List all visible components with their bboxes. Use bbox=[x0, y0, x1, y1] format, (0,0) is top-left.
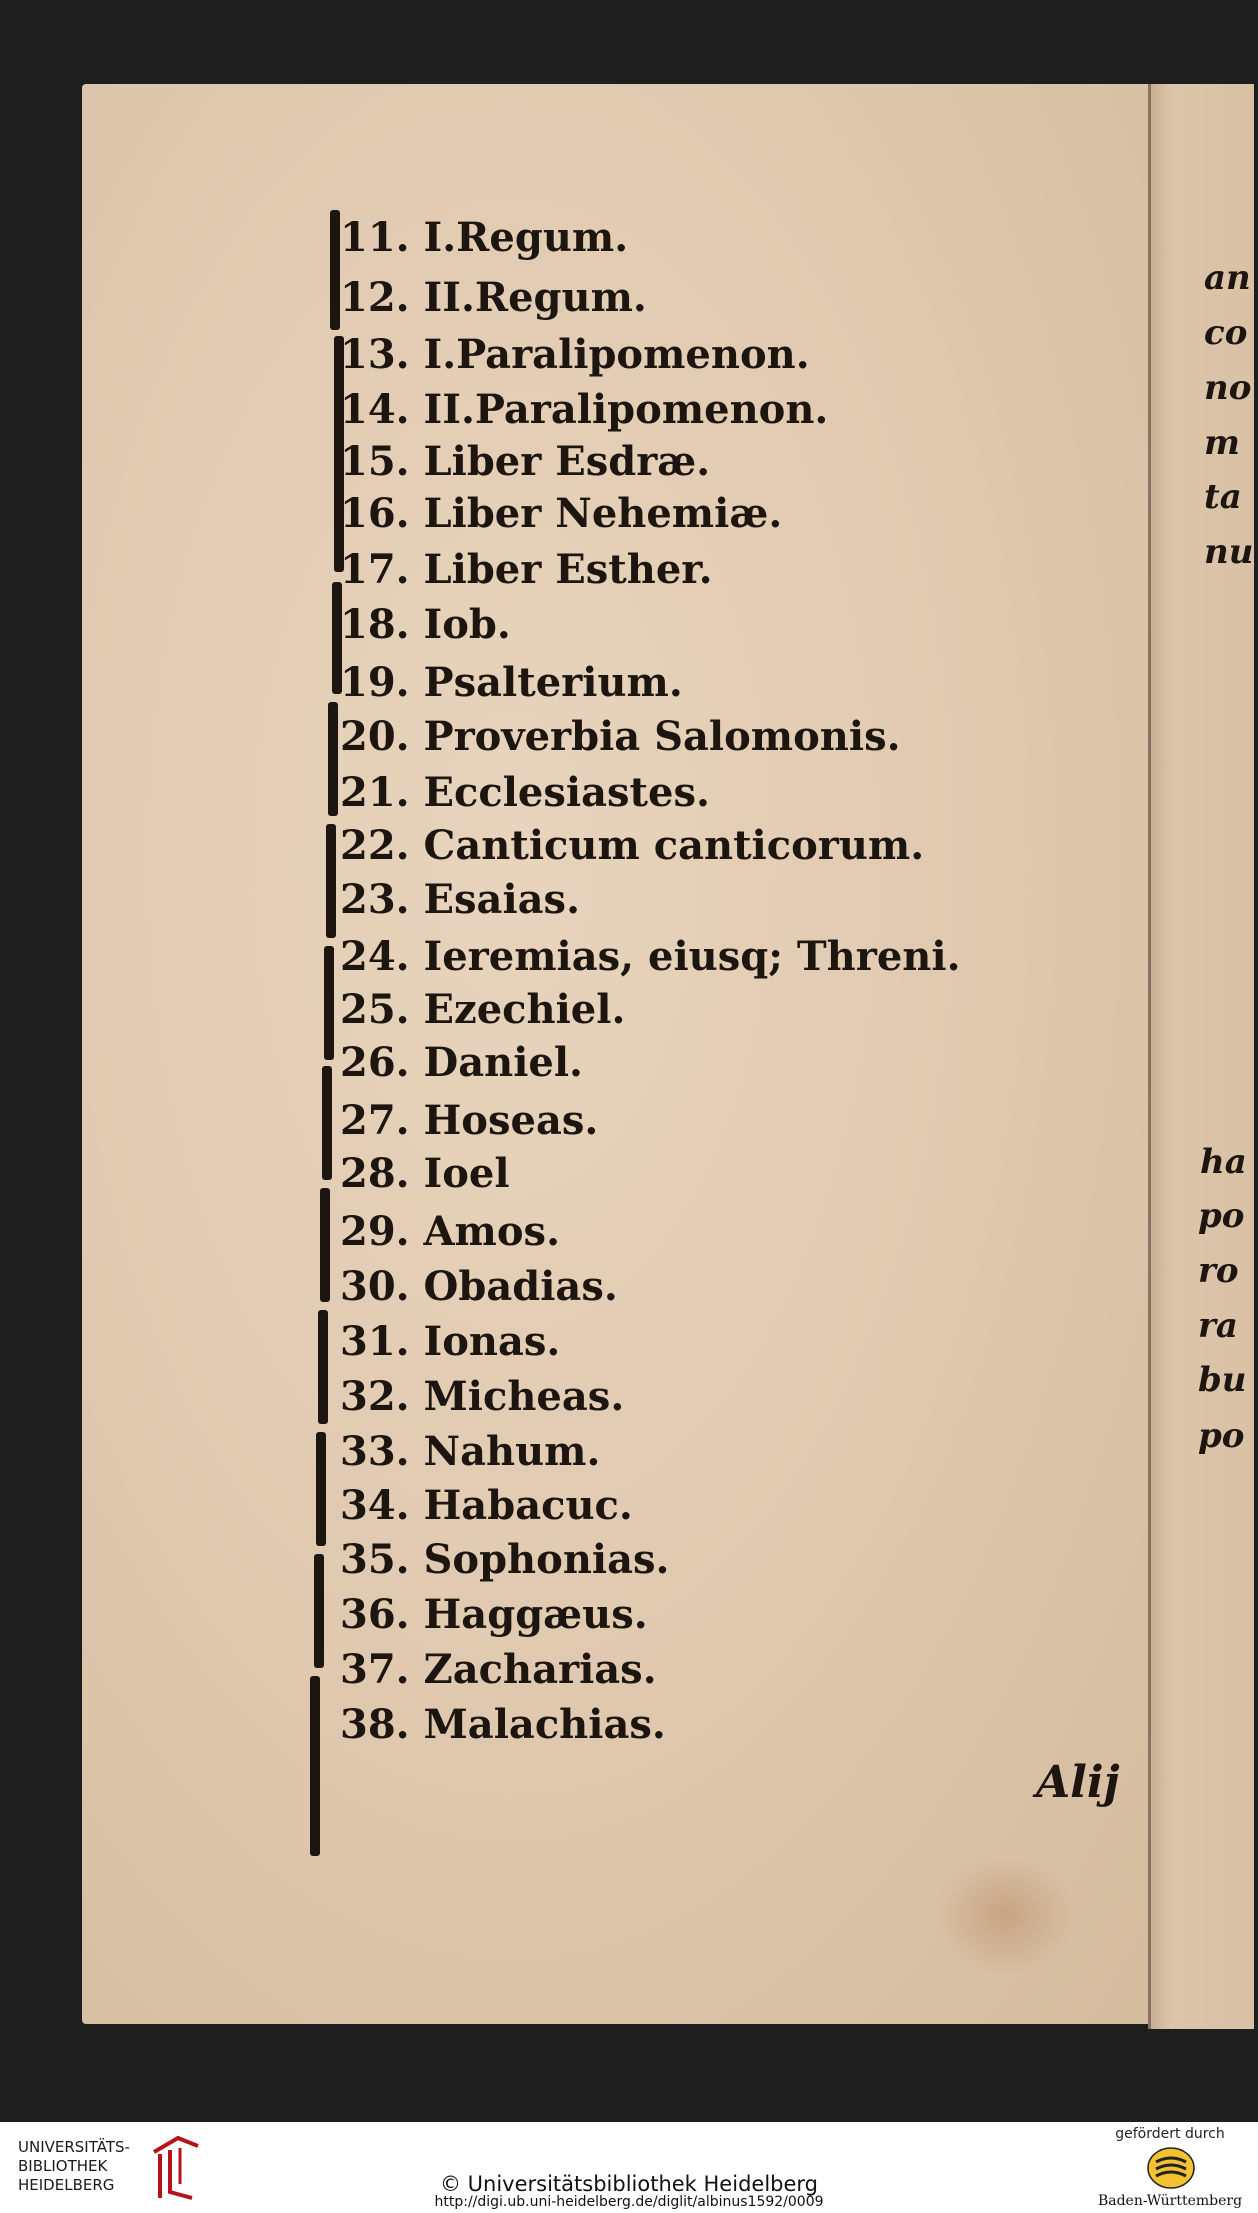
paper-stain bbox=[935, 1855, 1075, 1975]
margin-bar bbox=[310, 1676, 320, 1856]
next-page-fragment: ta bbox=[1204, 477, 1242, 517]
book-list-entry: 29. Amos. bbox=[340, 1208, 560, 1255]
book-list-entry: 24. Ieremias, eiusq; Threni. bbox=[340, 933, 961, 980]
book-list-entry: 37. Zacharias. bbox=[340, 1646, 657, 1693]
book-list-entry: 13. I.Paralipomenon. bbox=[340, 331, 810, 378]
margin-bar bbox=[318, 1310, 328, 1424]
next-page-fragment: ra bbox=[1198, 1306, 1238, 1346]
sponsor-label: gefördert durch bbox=[1115, 2126, 1225, 2142]
book-list-entry: 31. Ionas. bbox=[340, 1318, 561, 1365]
viewer-footer bbox=[0, 2122, 1258, 2213]
book-list-entry: 15. Liber Esdræ. bbox=[340, 438, 711, 485]
book-list-entry: 16. Liber Nehemiæ. bbox=[340, 490, 783, 537]
margin-bar bbox=[326, 824, 336, 938]
library-line: BIBLIOTHEK bbox=[18, 2157, 108, 2175]
margin-bar bbox=[316, 1432, 326, 1546]
book-list-entry: 17. Liber Esther. bbox=[340, 546, 713, 593]
permalink-url[interactable]: http://digi.ub.uni-heidelberg.de/diglit/albinus1592/0009 bbox=[434, 2194, 824, 2210]
book-list-entry: 25. Ezechiel. bbox=[340, 986, 626, 1033]
book-list-entry: 38. Malachias. bbox=[340, 1701, 666, 1748]
next-page-fragment: bu bbox=[1198, 1360, 1247, 1400]
book-list-entry: 30. Obadias. bbox=[340, 1263, 618, 1310]
book-list-entry: 35. Sophonias. bbox=[340, 1536, 670, 1583]
next-page-fragment: nu bbox=[1204, 532, 1254, 572]
next-page-fragment: an bbox=[1204, 258, 1251, 298]
margin-bar bbox=[322, 1066, 332, 1180]
book-list-entry: 21. Ecclesiastes. bbox=[340, 769, 710, 816]
book-list-entry: 22. Canticum canticorum. bbox=[340, 822, 925, 869]
next-page-fragment: po bbox=[1198, 1416, 1245, 1456]
margin-bar bbox=[324, 946, 334, 1060]
next-page-fragment: ha bbox=[1200, 1142, 1247, 1182]
book-list-entry: 27. Hoseas. bbox=[340, 1097, 599, 1144]
margin-bar bbox=[328, 702, 338, 816]
book-list-entry: 14. II.Paralipomenon. bbox=[340, 386, 829, 433]
book-list-entry: 19. Psalterium. bbox=[340, 659, 683, 706]
next-page-fragment: no bbox=[1204, 368, 1252, 408]
next-page-fragment: po bbox=[1198, 1196, 1245, 1236]
book-list-entry: 32. Micheas. bbox=[340, 1373, 625, 1420]
book-list-entry: 11. I.Regum. bbox=[340, 214, 629, 261]
library-line: HEIDELBERG bbox=[18, 2176, 115, 2194]
margin-bar bbox=[330, 210, 340, 330]
copyright-text: © Universitätsbibliothek Heidelberg bbox=[439, 2172, 818, 2196]
book-list-entry: 26. Daniel. bbox=[340, 1039, 583, 1086]
sponsor-name: Baden-Württemberg bbox=[1097, 2193, 1243, 2209]
book-list-entry: 18. Iob. bbox=[340, 601, 511, 648]
catchword: Alij bbox=[1036, 1757, 1120, 1808]
book-list-entry: 36. Haggæus. bbox=[340, 1591, 648, 1638]
margin-bar bbox=[314, 1554, 324, 1668]
library-line: UNIVERSITÄTS- bbox=[18, 2138, 130, 2156]
book-list-entry: 20. Proverbia Salomonis. bbox=[340, 713, 901, 760]
next-page-fragment: ro bbox=[1198, 1251, 1239, 1291]
book-list-entry: 23. Esaias. bbox=[340, 876, 580, 923]
next-page-fragment: m bbox=[1204, 423, 1240, 463]
book-list-entry: 28. Ioel bbox=[340, 1150, 510, 1197]
state-emblem-icon[interactable] bbox=[1146, 2146, 1196, 2190]
book-list-entry: 12. II.Regum. bbox=[340, 274, 647, 321]
book-list-entry: 34. Habacuc. bbox=[340, 1482, 633, 1529]
next-page-fragment: co bbox=[1204, 313, 1248, 353]
book-list-entry: 33. Nahum. bbox=[340, 1428, 601, 1475]
margin-bar bbox=[320, 1188, 330, 1302]
